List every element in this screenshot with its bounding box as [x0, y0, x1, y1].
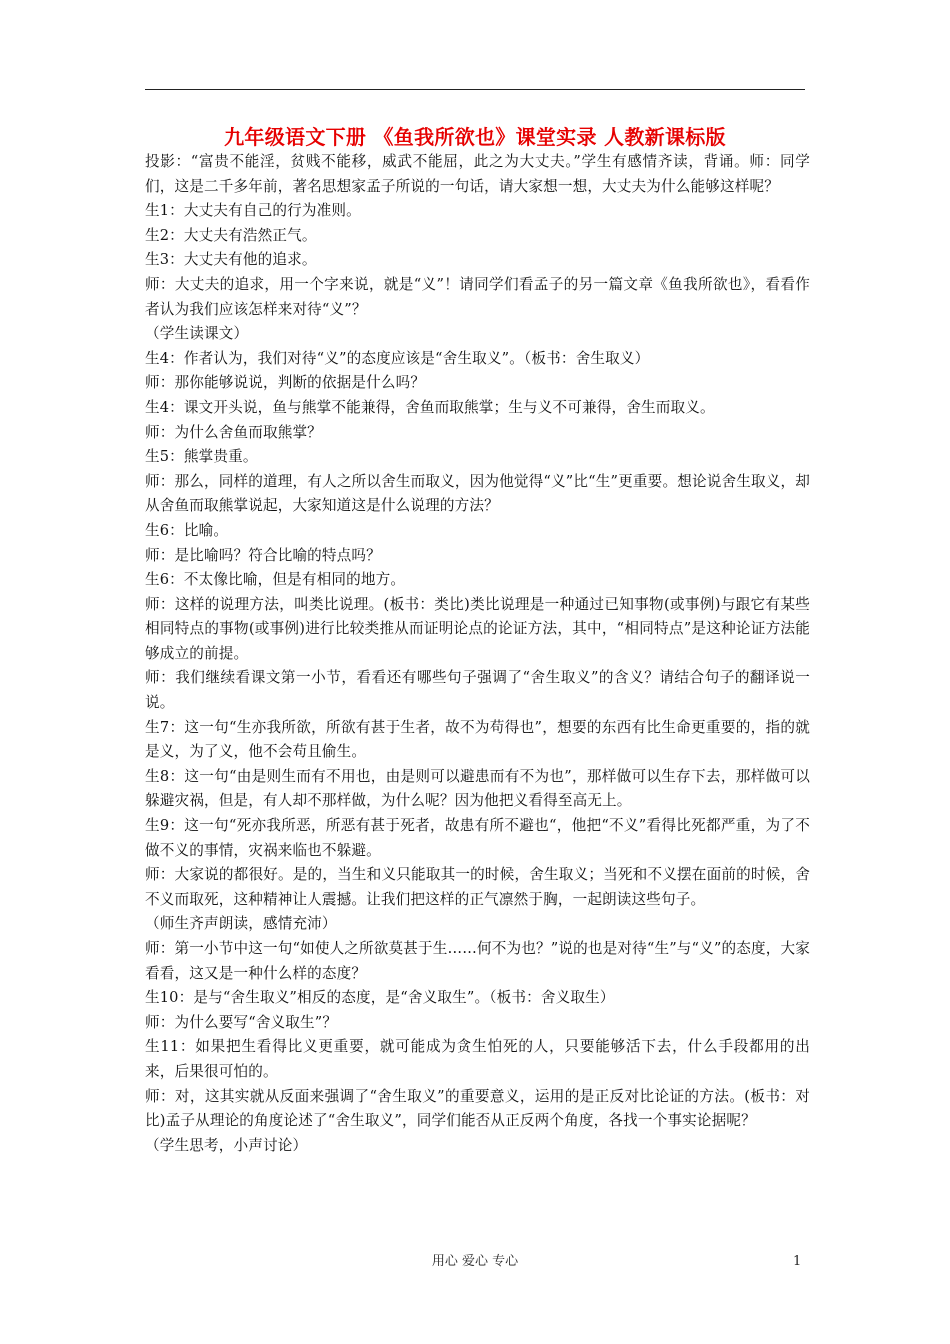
paragraph: 生2：大丈夫有浩然正气。: [145, 226, 317, 244]
paragraph: 师：对，这其实就从反面来强调了“舍生取义”的重要意义，运用的是正反对比论证的方法。(板书：对比)孟子从理论的角度论述了“舍生取义”，同学们能否从正反两个角度，各找一个事实论据呢？: [145, 1087, 810, 1130]
paragraph: 生10：是与“舍生取义”相反的态度，是“舍义取生”。（板书：舍义取生）: [145, 989, 615, 1007]
page-number: 1: [793, 1254, 802, 1269]
paragraph: 师：为什么舍鱼而取熊掌？: [145, 423, 322, 441]
paragraph: 师：第一小节中这一句“如使人之所欲莫甚于生……何不为也？”说的也是对待“生”与“义”的态度，大家看看，这又是一种什么样的态度？: [145, 940, 810, 982]
paragraph: （学生读课文）: [145, 325, 249, 343]
paragraph: 师：那么，同样的道理，有人之所以舍生而取义，因为他觉得“义”比“生”更重要。想论说舍生取义，却从舍鱼而取熊掌说起，大家知道这是什么说理的方法？: [145, 472, 810, 515]
paragraph: 生9：这一句“死亦我所恶，所恶有甚于死者，故患有所不避也“，他把“不义”看得比死都严重，为了不做不义的事情，灾祸来临也不躲避。: [145, 817, 810, 859]
paragraph: 生5：熊掌贵重。: [145, 448, 258, 466]
paragraph: 师：为什么要写“舍义取生”？: [145, 1013, 338, 1031]
document-title: 九年级语文下册 《鱼我所欲也》课堂实录 人教新课标版: [224, 125, 726, 149]
document-body: [145, 150, 810, 1158]
paragraph: 生3：大丈夫有他的追求。: [145, 251, 317, 269]
paragraph: （学生思考，小声讨论）: [145, 1136, 308, 1154]
paragraph: 生8：这一句“由是则生而有不用也，由是则可以避患而有不为也”，那样做可以生存下去，那样做可以躲避灾祸，但是，有人却不那样做，为什么呢？因为他把义看得至高无上。: [145, 767, 810, 810]
paragraph: 师：是比喻吗？符合比喻的特点吗？: [145, 546, 381, 564]
paragraph: 师：大丈夫的追求，用一个字来说，就是“义”！请同学们看孟子的另一篇文章《鱼我所欲也》，看看作者认为我们应该怎样来对待“义”？: [145, 275, 810, 318]
paragraph: 生6：不太像比喻，但是有相同的地方。: [145, 571, 406, 589]
paragraph: 师：大家说的都很好。是的，当生和义只能取其一的时候，舍生取义；当死和不义摆在面前的时候，舍不义而取死，这种精神让人震撼。让我们把这样的正气凛然于胸，一起朗读这些句子。: [145, 866, 810, 908]
paragraph: 生4：课文开头说，鱼与熊掌不能兼得，舍鱼而取熊掌；生与义不可兼得，舍生而取义。: [145, 398, 715, 416]
paragraph: 生7：这一句“生亦我所欲，所欲有甚于生者，故不为苟得也”，想要的东西有比生命更重要的，指的就是义，为了义，他不会苟且偷生。: [145, 718, 810, 761]
paragraph: 师：这样的说理方法，叫类比说理。(板书：类比)类比说理是一种通过已知事物(或事例)与跟它有某些相同特点的事物(或事例)进行比较类推从而证明论点的论证方法，其中，“相同特点”是这种论证方法能够成立的前提。: [145, 595, 810, 662]
paragraph: 师：那你能够说说，判断的依据是什么吗？: [145, 374, 426, 392]
footer-slogan: 用心 爱心 专心: [431, 1254, 519, 1269]
paragraph: （师生齐声朗读，感情充沛）: [145, 915, 337, 933]
paragraph: 生4：作者认为，我们对待“义”的态度应该是“舍生取义”。（板书：舍生取义）: [145, 349, 650, 367]
paragraph: 生6：比喻。: [145, 521, 229, 539]
paragraph: 生11：如果把生看得比义更重要，就可能成为贪生怕死的人，只要能够活下去，什么手段都用的出来，后果很可怕的。: [145, 1038, 810, 1080]
paragraph: 投影：“富贵不能淫，贫贱不能移，威武不能屈，此之为大丈夫。”学生有感情齐读，背诵。师：同学们，这是二千多年前，著名思想家孟子所说的一句话，请大家想一想，大丈夫为什么能够这样呢？: [145, 153, 810, 195]
header-rule: [145, 89, 805, 90]
paragraph: 师：我们继续看课文第一小节，看看还有哪些句子强调了“舍生取义”的含义？请结合句子的翻译说一说。: [145, 669, 810, 712]
paragraph: 生1：大丈夫有自己的行为准则。: [145, 202, 361, 220]
